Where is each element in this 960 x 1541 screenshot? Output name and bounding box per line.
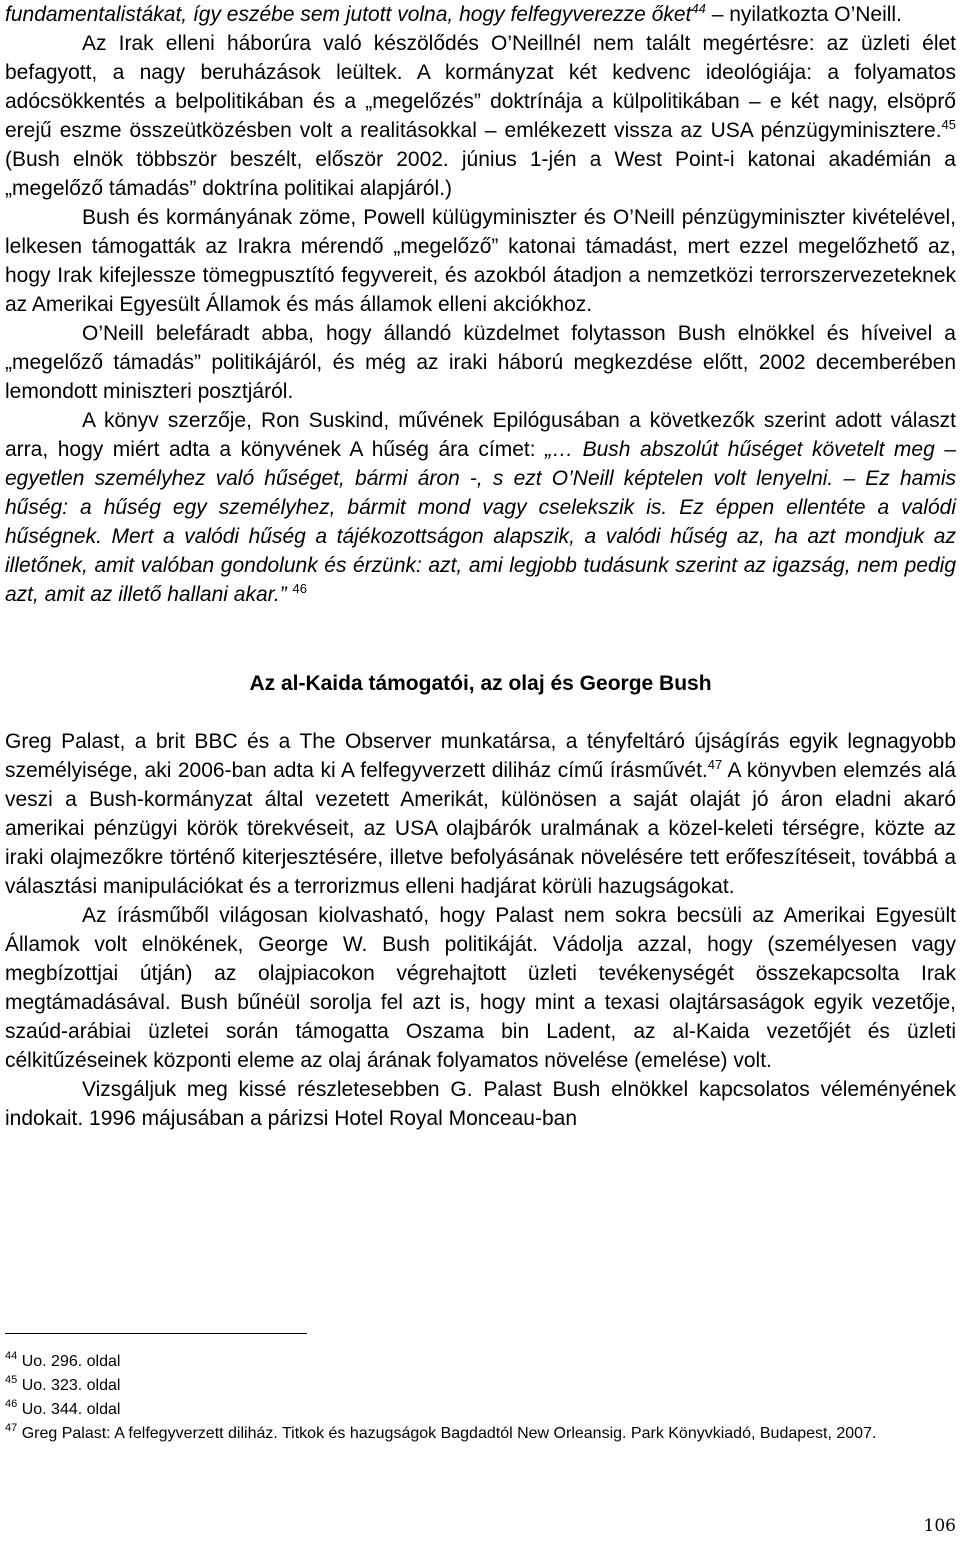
text: A könyv szerzője, Ron Suskind, művének Epilógusában a következők szerint adott választ arra, hogy miért adta a könyvének A hűség ára címet: (5, 409, 956, 461)
footnote-text: Uo. 323. oldal (17, 1377, 121, 1394)
paragraph (5, 727, 956, 901)
footnotes (5, 1350, 956, 1446)
page-number: 106 (923, 1516, 956, 1536)
footnote-number: 45 (5, 1374, 18, 1386)
footnote (5, 1350, 956, 1374)
paragraph: Az írásműből világosan kiolvasható, hogy Palast nem sokra becsüli az Amerikai Egyesült Államok volt elnökének, George W. Bush politikáját. Vádolja azzal, hogy (személyesen vagy megbízottjai útján) az olajpiacokon végrehajtott üzleti tevékenységét összekapcsolta Irak megtámadásával. Bush bűnéül sorolja fel azt is, hogy mint a texasi olajtársaságok egyik vezetője, szaúd-arábiai üzletei során támogatta Oszama bin Ladent, az al-Kaida vezetőjét és üzleti célkitűzéseinek központi eleme az olaj árának folyamatos növelése (emelése) volt. (5, 904, 956, 1072)
paragraph: Vizsgáljuk meg kissé részletesebben G. Palast Bush elnökkel kapcsolatos véleményének indokait. 1996 májusában a párizsi Hotel Royal Monceau-ban (5, 1078, 956, 1130)
footnote (5, 1374, 956, 1398)
footnote-text: Uo. 296. oldal (17, 1353, 121, 1370)
footnote-text: Uo. 344. oldal (17, 1401, 121, 1418)
footnote-ref-47[interactable]: 47 (707, 757, 723, 772)
text: fundamentalistákat, így eszébe sem jutott volna, hogy felfegyverezze őket (5, 3, 692, 26)
footnote-text: Greg Palast: A felfegyverzett diliház. Titkok és hazugságok Bagdadtól New Orleansig. Park Könyvkiadó, Budapest, 2007. (17, 1425, 877, 1442)
footnote-divider (5, 1333, 307, 1334)
section-heading: Az al-Kaida támogatói, az olaj és George Bush (249, 672, 712, 695)
text: Az Irak elleni háborúra való készölődés O’Neillnél nem talált megértésre: az üzleti élet befagyott, a nagy beruházások leültek. A kormányzat két kedvenc ideológiája: a folyamatos adócsökkentés a belpolitikában és a „megelőzés” doktrínája a külpolitikában – e két nagy, elsöprő erejű eszme összeütközésben volt a realitásokkal – emlékezett vissza az USA pénzügyminisztere. (5, 32, 956, 142)
paragraph: Bush és kormányának zöme, Powell külügyminiszter és O’Neill pénzügyminiszter kivételével, lelkesen támogatták az Irakra mérendő „megelőző” katonai támadást, mert ezzel megelőzhető az, hogy Irak kifejlessze tömegpusztító fegyvereit, és azokból átadjon a nemzetközi terrorszervezeteknek az Amerikai Egyesült Államok és más államok elleni akciókhoz. (5, 206, 956, 316)
paragraph-quote-continuation (5, 0, 956, 29)
text: A könyvben elemzés alá veszi a Bush-kormányzat által vezetett Amerikát, különösen a saját olaját jó áron eladni akaró amerikai pénzügyi körök törekvéseit, az USA olajbárók uralmának a közel-keleti térségre, közte az iraki olajmezőkre történő kiterjesztésére, illetve befolyásának növelésére tett erőfeszítéseit, továbbá a választási manipulációkat és a terrorizmus elleni hadjárat körüli hazugságokat. (5, 759, 956, 898)
text: Greg Palast, a brit BBC és a The Observer munkatársa, a tényfeltáró újságírás egyik legnagyobb személyisége, aki 2006-ban adta ki A felfegyverzett diliház című írásművét. (5, 730, 956, 782)
footnote-ref-45[interactable]: 45 (941, 117, 956, 132)
text: – nyilatkozta O’Neill. (705, 3, 902, 26)
paragraph (5, 406, 956, 609)
footnote-number: 47 (5, 1422, 18, 1434)
paragraph: O’Neill belefáradt abba, hogy állandó küzdelmet folytasson Bush elnökkel és híveivel a „megelőző támadás” politikájáról, és még az iraki háború megkezdése előtt, 2002 decemberében lemondott miniszteri posztjáról. (5, 322, 956, 403)
paragraph (5, 29, 956, 203)
page-body (5, 0, 956, 1133)
quote: „… Bush abszolút hűséget követelt meg – egyetlen személyhez való hűséget, bármi áron -, s ezt O’Neill képtelen volt lenyelni. – Ez hamis hűség: a hűség egy személyhez, bármit mond vagy cselekszik is. Ez éppen ellentéte a valódi hűségnek. Mert a valódi hűség a tájékozottságon alapszik, a valódi hűség az, ha azt mondjuk az illetőnek, amit valóban gondolunk és érzünk: azt, ami legjobb tudásunk szerint az igazság, nem pedig azt, amit az illető hallani akar.” (5, 438, 956, 606)
footnote (5, 1398, 956, 1422)
footnote (5, 1422, 956, 1446)
footnote-number: 46 (5, 1398, 18, 1410)
footnote-ref-44[interactable]: 44 (691, 1, 706, 16)
text: (Bush elnök többször beszélt, először 2002. június 1-jén a West Point-i katonai akadémián a „megelőző támadás” doktrína politikai alapjáról.) (5, 148, 956, 200)
footnote-ref-46[interactable]: 46 (292, 581, 307, 596)
footnote-number: 44 (5, 1350, 18, 1362)
